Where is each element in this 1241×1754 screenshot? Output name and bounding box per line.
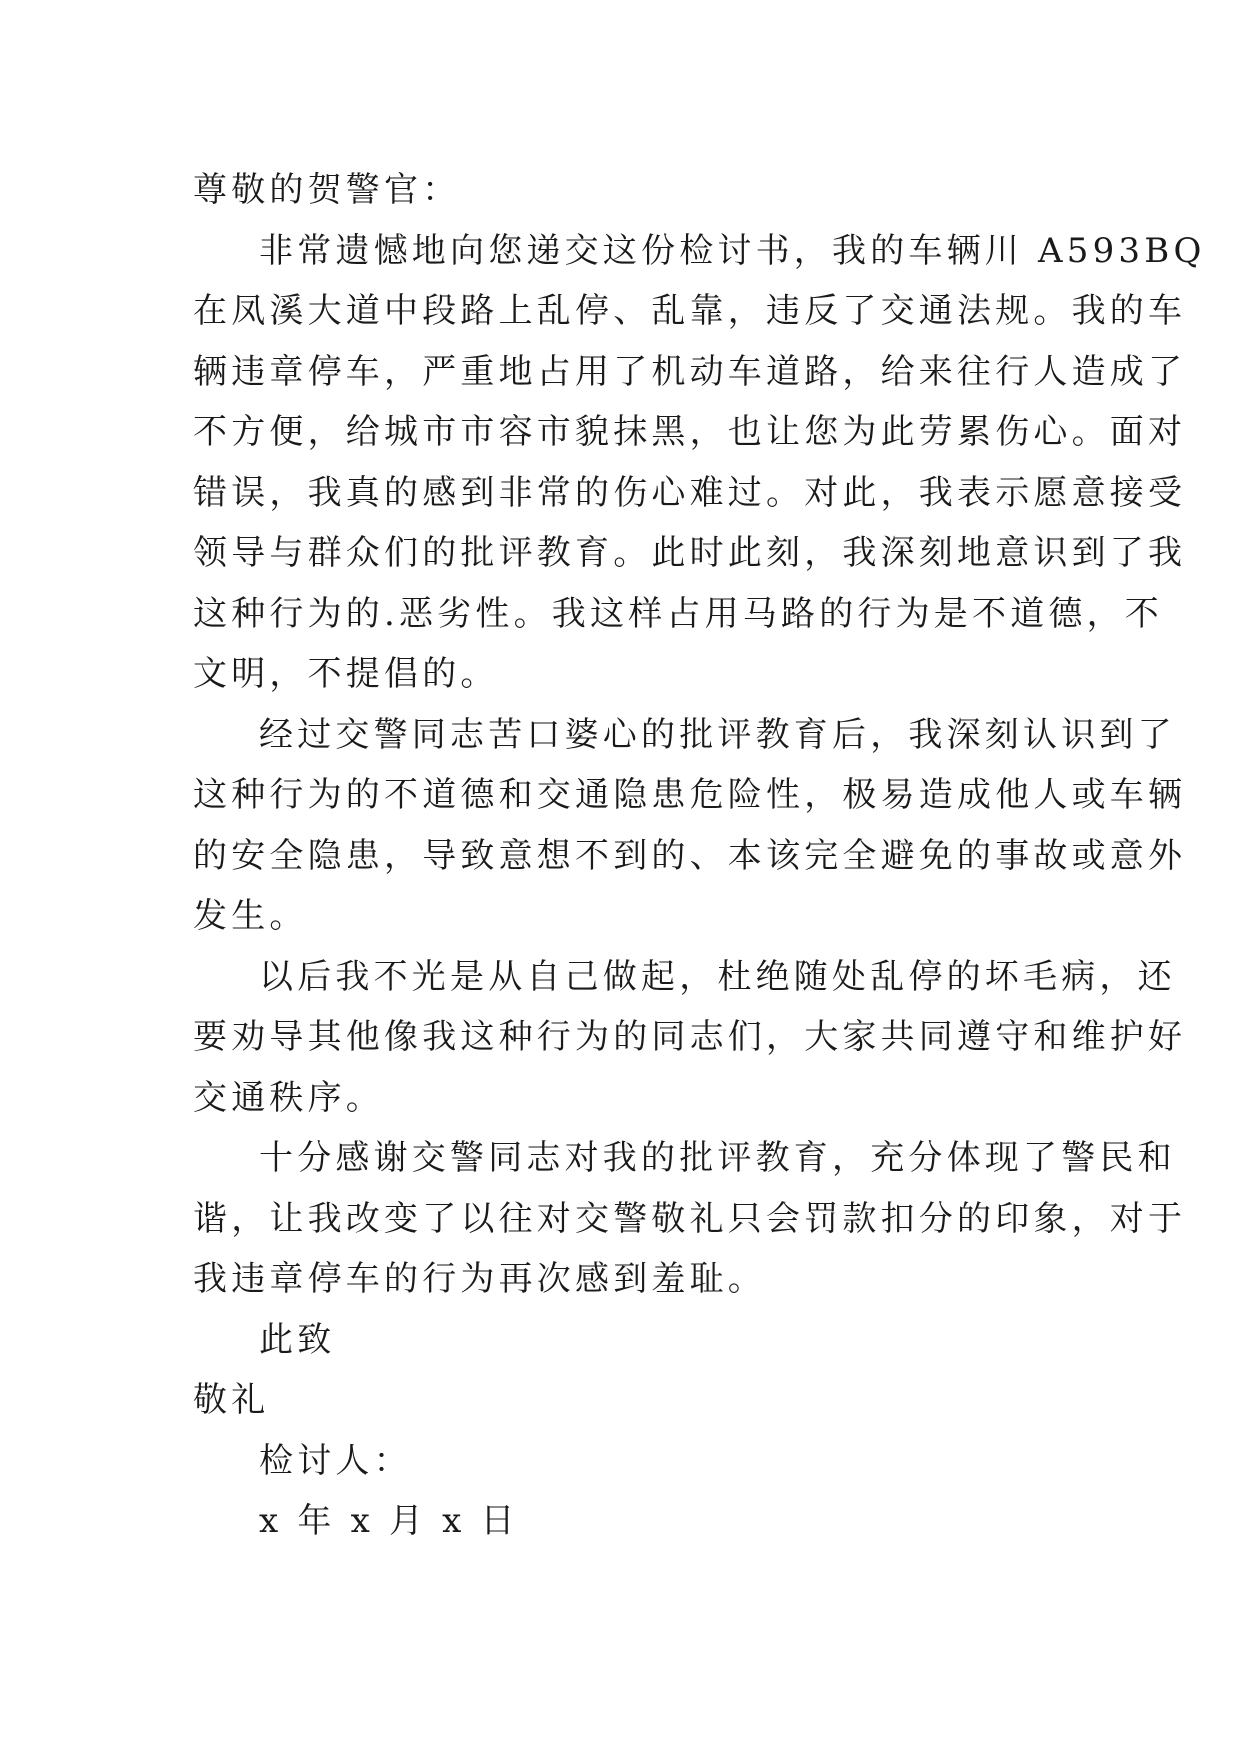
- paragraph-4-line-3: 我违章停车的行为再次感到羞耻。: [193, 1259, 766, 1299]
- closing-jingli: 敬礼: [193, 1380, 270, 1420]
- paragraph-1-line-5: 错误，我真的感到非常的伤心难过。对此，我表示愿意接受: [193, 472, 1187, 513]
- paragraph-1-line-1: 非常遗憾地向您递交这份检讨书，我的车辆川 A593BQ: [259, 230, 1206, 271]
- paragraph-2-line-1: 经过交警同志苦口婆心的批评教育后，我深刻认识到了: [259, 714, 1176, 755]
- paragraph-1-line-2: 在凤溪大道中段路上乱停、乱靠，违反了交通法规。我的车: [193, 291, 1187, 331]
- paragraph-1-line-4: 不方便，给城市市容市貌抹黑，也让您为此劳累伤心。面对: [193, 412, 1187, 452]
- paragraph-4-line-1: 十分感谢交警同志对我的批评教育，充分体现了警民和: [259, 1138, 1176, 1178]
- paragraph-3-line-1: 以后我不光是从自己做起，杜绝随处乱停的坏毛病，还: [259, 956, 1176, 997]
- letter-body: [193, 160, 1206, 1552]
- paragraph-3-line-3: 交通秩序。: [193, 1077, 384, 1118]
- salutation: 尊敬的贺警官：: [193, 170, 461, 210]
- paragraph-4-line-2: 谐，让我改变了以往对交警敬礼只会罚款扣分的印象，对于: [193, 1198, 1187, 1239]
- paragraph-3-line-2: 要劝导其他像我这种行为的同志们，大家共同遵守和维护好: [193, 1017, 1187, 1057]
- paragraph-2-line-4: 发生。: [193, 896, 308, 936]
- paragraph-1-line-3: 辆违章停车，严重地占用了机动车道路，给来往行人造成了: [193, 351, 1187, 392]
- paragraph-1-line-8: 文明，不提倡的。: [193, 654, 499, 694]
- signature-label: 检讨人：: [259, 1440, 412, 1481]
- paragraph-1-line-6: 领导与群众们的批评教育。此时此刻，我深刻地意识到了我: [193, 533, 1187, 573]
- paragraph-2-line-2: 这种行为的不道德和交通隐患危险性，极易造成他人或车辆: [193, 775, 1187, 815]
- paragraph-2-line-3: 的安全隐患，导致意想不到的、本该完全避免的事故或意外: [193, 835, 1187, 876]
- paragraph-1-line-7: 这种行为的.恶劣性。我这样占用马路的行为是不道德，不: [193, 593, 1164, 634]
- date-line: x 年 x 月 x 日: [259, 1501, 519, 1541]
- closing-cizhi: 此致: [259, 1319, 336, 1360]
